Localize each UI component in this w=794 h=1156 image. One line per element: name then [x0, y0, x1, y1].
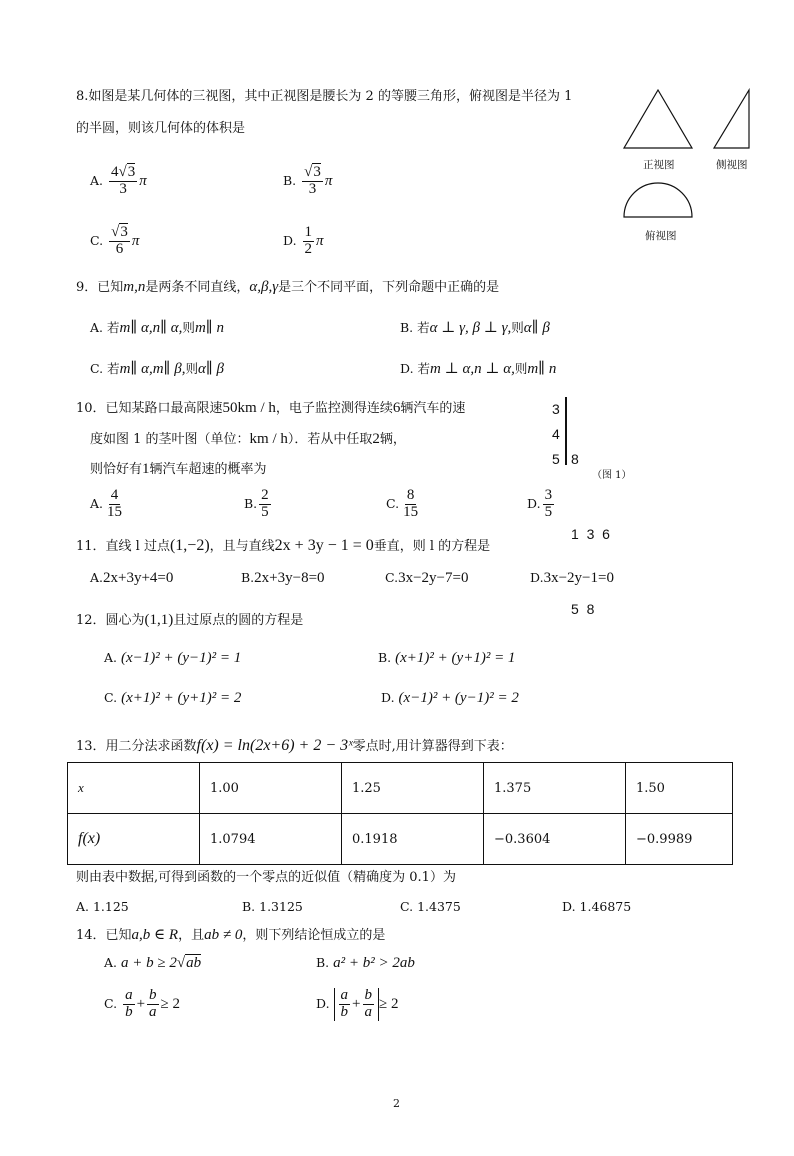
option-label: A.: [90, 570, 104, 585]
text: ，且: [178, 928, 205, 943]
math: m∥ n: [194, 320, 224, 336]
q14-stem: [76, 924, 385, 944]
denominator: b: [125, 1003, 133, 1020]
math: 3x−2y−1=0: [543, 570, 614, 586]
math: a,b ∈ R: [131, 927, 179, 943]
text: 14．已知: [76, 928, 132, 943]
q13-option-a: A. 1.125: [76, 899, 129, 914]
q13-option-d: D. 1.46875: [562, 899, 632, 914]
leaves-3: 8: [571, 451, 579, 467]
text: 则: [514, 361, 528, 376]
fraction: $\frac{√3}{6}$: [111, 224, 128, 257]
option-label: D.: [316, 995, 330, 1011]
q10-option-d: [527, 488, 556, 521]
option-label: B.: [283, 172, 297, 188]
option-label: C.: [385, 570, 399, 585]
math: (x+1)² + (y+1)² = 2: [121, 690, 242, 706]
leaf-column: [571, 397, 610, 647]
denominator: a: [149, 1003, 157, 1020]
top-view-semicircle: [624, 183, 692, 217]
q10-line3: [90, 458, 267, 478]
option-label: C.: [90, 232, 104, 248]
option-label: A.: [104, 955, 118, 970]
math: a + b ≥ 2: [121, 955, 177, 971]
numerator: b: [364, 987, 373, 1003]
fraction: [543, 488, 555, 521]
front-view-label: 正视图: [643, 159, 675, 171]
top-view-label: 俯视图: [645, 230, 677, 242]
q11-option-b: [241, 570, 325, 587]
math: ≥ 2: [379, 995, 399, 1012]
fraction: [339, 988, 351, 1021]
math: 1: [142, 461, 150, 477]
math: 3x−2y−7=0: [398, 570, 469, 586]
fraction: [363, 988, 375, 1021]
q14-option-b: [316, 955, 415, 972]
q8-option-b: B. $\frac{√3}{3}$ π: [283, 164, 333, 197]
fraction: $\frac{√3}{3}$: [304, 164, 321, 197]
math: (x+1)² + (y+1)² = 1: [395, 650, 516, 666]
q8-line1: 8.如图是某几何体的三视图，其中正视图是腰长为 2 的等腰三角形，俯视图是半径为 1: [76, 89, 573, 104]
q10-line2: [90, 428, 406, 448]
option-label: D.: [530, 570, 544, 585]
text: 则恰好有: [90, 462, 143, 477]
text: 12．圆心为: [76, 613, 145, 628]
q8-option-d: D. $\frac{1}{2}$ π: [283, 224, 324, 257]
denominator: 5: [544, 503, 553, 520]
math: 2x + 3y − 1 = 0: [274, 537, 374, 554]
math: m ⊥ α,n ⊥ α,: [430, 361, 515, 377]
text: ，电子监控测得连续: [275, 401, 393, 416]
stem-4: 4: [552, 426, 560, 442]
math: a² + b² > 2ab: [333, 955, 415, 971]
math: α ⊥ γ, β ⊥ γ,: [429, 320, 512, 336]
option-label: A.: [90, 495, 104, 511]
text: 10．已知某路口最高限速: [76, 401, 223, 416]
math: m∥ n: [527, 361, 557, 377]
option-label: A. 若: [90, 320, 120, 335]
fraction: [401, 488, 420, 521]
table-row: [68, 763, 733, 814]
numerator: 3: [544, 487, 553, 503]
math: 6: [392, 400, 401, 416]
q10-option-a: [90, 488, 126, 521]
math: (1,−2): [169, 537, 210, 554]
q9-option-d: [400, 359, 556, 378]
option-label: C. 若: [90, 361, 120, 376]
fraction: [259, 488, 271, 521]
option-label: D. 若: [400, 361, 431, 376]
q9-option-a: [90, 318, 224, 337]
option-label: D.: [283, 232, 297, 248]
math: m∥ α,m∥ β,: [119, 361, 186, 377]
option-label: C.: [104, 995, 118, 1011]
stem-5: 5: [552, 451, 560, 467]
q8-line2: 的半圆，则该几何体的体积是: [76, 121, 246, 136]
q10-line1: [76, 397, 465, 417]
option-label: A.: [104, 650, 118, 665]
text: 辆汽车超速的概率为: [149, 462, 267, 477]
fraction: [105, 488, 124, 521]
q11-stem: [76, 535, 490, 555]
q14-option-c: C. $\frac{a}{b}$ + $\frac{b}{a}$ ≥ 2: [104, 987, 181, 1020]
fraction: [147, 988, 159, 1021]
numerator: a: [125, 987, 133, 1003]
table-cell: 0.1918: [342, 814, 484, 865]
option-label: B.: [378, 650, 392, 665]
numerator: 2: [261, 487, 269, 503]
table-cell: 1.0794: [200, 814, 342, 865]
stem-3: 3: [552, 401, 560, 417]
option-label: B. 若: [400, 320, 430, 335]
q13-option-b: B. 1.3125: [242, 899, 303, 914]
q11-option-d: [530, 570, 614, 587]
math: 2x+3y−8=0: [254, 570, 325, 586]
option-label: C.: [104, 690, 118, 705]
option-label: D.: [527, 495, 541, 511]
q11-option-a: [90, 570, 173, 587]
q14-option-a: A. a + b ≥ 2√ab: [104, 955, 202, 971]
math: 50km / h: [222, 400, 276, 416]
numerator: a: [340, 987, 349, 1003]
three-view-figure: [618, 84, 758, 224]
math: α∥ β: [523, 320, 550, 336]
text: 辆，: [379, 432, 406, 447]
leaves-4: 1 3 6: [571, 526, 610, 542]
text: ，且与直线: [209, 539, 275, 554]
math: 2: [372, 431, 380, 447]
denominator: 15: [403, 503, 419, 520]
q12-option-a: [104, 650, 241, 667]
q9-option-c: [90, 359, 224, 378]
table-cell: x: [68, 763, 200, 814]
denominator: 5: [261, 503, 269, 520]
table-cell: −0.9989: [626, 814, 733, 865]
math: (x−1)² + (y−1)² = 2: [398, 690, 519, 706]
math: ab ≠ 0: [204, 927, 243, 943]
fraction: [123, 988, 135, 1021]
text: 且过原点的圆的方程是: [173, 613, 304, 628]
table-cell: 1.00: [200, 763, 342, 814]
stem-column: [552, 397, 564, 472]
text: 11．直线 l 过点: [76, 539, 170, 554]
table-cell: 1.375: [484, 763, 626, 814]
text: 度如图 1 的茎叶图（单位：: [90, 432, 250, 447]
math: km / h: [249, 431, 288, 447]
q9-stem: 9．已知m,n是两条不同直线，α,β,γ是三个不同平面，下列命题中正确的是: [76, 279, 500, 295]
q8-option-c: C. $\frac{√3}{6}$ π: [90, 224, 140, 257]
table-cell: f(x): [68, 814, 200, 865]
side-view-triangle: [714, 90, 749, 148]
q11-option-c: [385, 570, 468, 587]
numerator: b: [149, 987, 157, 1003]
q8-option-a: A. $\frac{4√3}{3}$ π: [90, 164, 147, 197]
math: α∥ β: [197, 361, 224, 377]
numerator: 8: [406, 487, 415, 503]
front-view-triangle: [624, 90, 692, 148]
q13-after-text: 则由表中数据,可得到函数的一个零点的近似值（精确度为 0.1）为: [76, 870, 456, 885]
option-label: A.: [90, 172, 104, 188]
numerator: 4: [110, 487, 119, 503]
text: 零点时,用计算器得到下表：: [352, 739, 513, 754]
figure-caption: （图 1）: [592, 470, 632, 481]
text: ，则下列结论恒成立的是: [242, 928, 386, 943]
math: (x−1)² + (y−1)² = 1: [121, 650, 242, 666]
q9-option-b: [400, 318, 550, 337]
page-number: 2: [393, 1097, 400, 1110]
text: 是三个不同平面，下列命题中正确的是: [278, 280, 500, 295]
leaves-5: 5 8: [571, 601, 595, 617]
math: f(x) = ln(2x+6) + 2 − 3ˣ: [196, 737, 353, 754]
q12-option-b: [378, 650, 515, 667]
option-label: B.: [241, 570, 255, 585]
table-row: [68, 814, 733, 865]
table-cell: 1.25: [342, 763, 484, 814]
math: m∥ α,n∥ α,: [119, 320, 183, 336]
fraction: $\frac{4√3}{3}$: [111, 164, 136, 197]
q13-stem: [76, 735, 513, 755]
denominator: a: [364, 1003, 373, 1020]
text: 则: [182, 320, 195, 335]
q10-option-c: [386, 488, 422, 521]
text: 垂直，则 l 的方程是: [373, 539, 491, 554]
fraction: $\frac{1}{2}$: [304, 224, 313, 257]
text: 辆汽车的速: [400, 401, 466, 416]
option-label: C.: [386, 495, 400, 511]
option-label: B.: [316, 955, 330, 970]
q10-option-b: [244, 488, 273, 521]
math: ab: [186, 955, 202, 971]
table-cell: −0.3604: [484, 814, 626, 865]
denominator: 15: [107, 503, 123, 520]
text: 是两条不同直线，: [145, 280, 250, 295]
denominator: b: [340, 1003, 349, 1020]
side-view-label: 侧视图: [716, 159, 748, 171]
q12-option-d: [381, 690, 519, 707]
text: 则: [185, 361, 198, 376]
q13-option-c: C. 1.4375: [400, 899, 461, 914]
option-label: B.: [244, 495, 258, 511]
math: ≥ 2: [160, 995, 181, 1012]
text: 9．已知: [76, 280, 124, 295]
q14-option-d: [316, 988, 399, 1021]
q12-stem: [76, 609, 303, 629]
stem-divider: [565, 397, 567, 465]
text: ）．若从中任取: [287, 432, 373, 447]
option-label: D.: [381, 690, 395, 705]
text: 13．用二分法求函数: [76, 739, 197, 754]
math: 2x+3y+4=0: [103, 570, 174, 586]
q12-option-c: [104, 690, 241, 707]
bisection-table: [67, 762, 733, 865]
text: 则: [511, 320, 524, 335]
table-cell: 1.50: [626, 763, 733, 814]
absolute-value: $\frac{a}{b}$ + $\frac{b}{a}$: [334, 988, 379, 1021]
math: (1,1): [144, 612, 174, 628]
